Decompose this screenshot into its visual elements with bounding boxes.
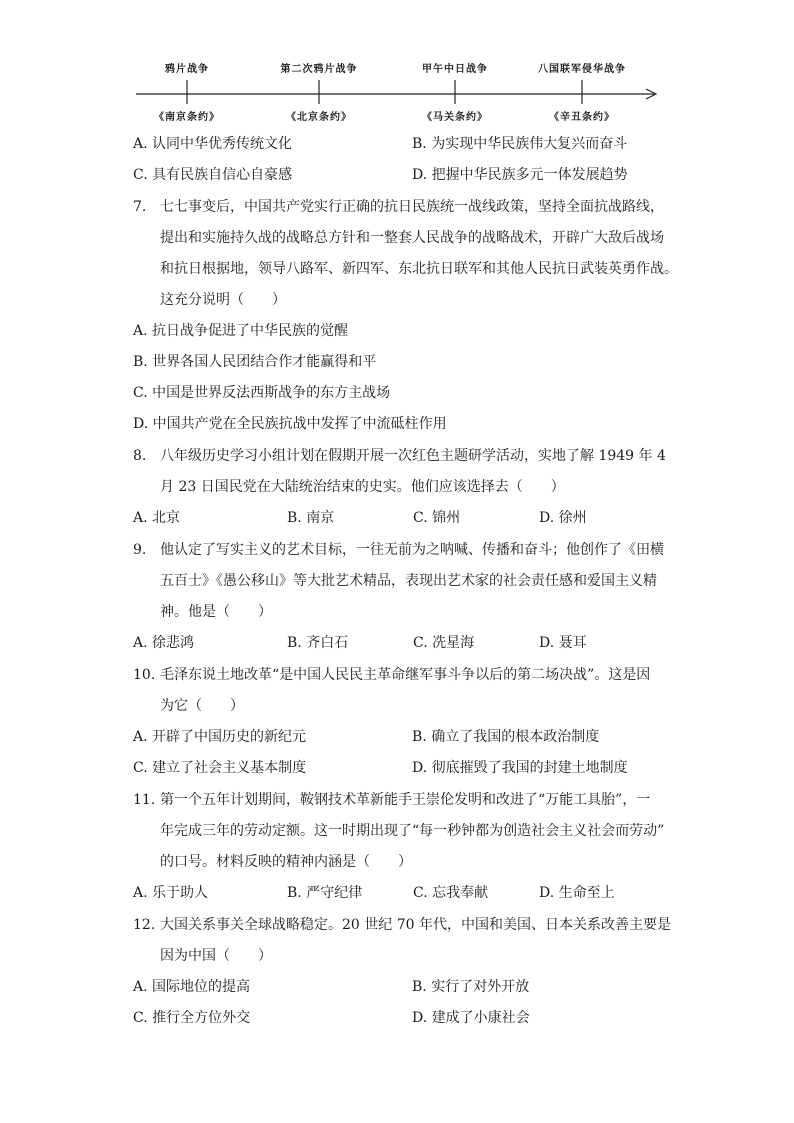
q10-option-b: B. 确立了我国的根本政治制度 <box>412 729 600 745</box>
q6-option-a: A. 认同中华优秀传统文化 <box>133 136 293 152</box>
q10-option-d: D. 彻底摧毁了我国的封建土地制度 <box>412 760 628 776</box>
q7-option-a: A. 抗日战争促进了中华民族的觉醒 <box>133 323 349 339</box>
q7-stem-line: 和抗日根据地，领导八路军、新四军、东北抗日联军和其他人民抗日武装英勇作战。 <box>160 261 678 277</box>
q9-option-a: A. 徐悲鸿 <box>133 635 195 651</box>
q9-stem-line: 五百士》《愚公移山》等大批艺术精品，表现出艺术家的社会责任感和爱国主义精 <box>160 573 657 589</box>
q8-option-a: A. 北京 <box>133 510 181 526</box>
q12-option-b: B. 实行了对外开放 <box>412 979 530 995</box>
q12-stem-line: 大国关系事关全球战略稳定。20 世纪 70 年代，中国和美国、日本关系改善主要是 <box>160 917 671 933</box>
q11-number: 11. <box>133 792 156 808</box>
q10-stem-line: 毛泽东说土地改革“是中国人民民主革命继军事斗争以后的第二场决战”。这是因 <box>160 667 651 683</box>
timeline-war-label: 第二次鸦片战争 <box>280 64 358 75</box>
q10-option-a: A. 开辟了中国历史的新纪元 <box>133 729 307 745</box>
q10-number: 10. <box>133 667 156 683</box>
q8-option-d: D. 徐州 <box>539 510 587 526</box>
q6-option-c: C. 具有民族自信心自豪感 <box>133 167 293 183</box>
q9-option-c: C. 冼星海 <box>413 635 475 651</box>
q8-option-b: B. 南京 <box>287 510 335 526</box>
q11-stem-line: 的口号。材料反映的精神内涵是（ ） <box>160 854 412 870</box>
q9-stem-line: 他认定了写实主义的艺术目标，一往无前为之呐喊、传播和奋斗；他创作了《田横 <box>160 542 664 558</box>
q11-option-b: B. 严守纪律 <box>287 885 363 901</box>
q11-option-a: A. 乐于助人 <box>133 885 209 901</box>
q9-option-b: B. 齐白石 <box>287 635 349 651</box>
q7-option-c: C. 中国是世界反法西斯战争的东方主战场 <box>133 385 391 401</box>
q11-option-d: D. 生命至上 <box>539 885 615 901</box>
q11-stem-line: 第一个五年计划期间，鞍钢技术革新能手王崇伦发明和改进了“万能工具胎”，一 <box>160 792 651 808</box>
q7-stem-line: 七七事变后，中国共产党实行正确的抗日民族统一战线政策，坚持全面抗战路线， <box>160 199 664 215</box>
q12-stem-line: 因为中国（ ） <box>160 948 272 964</box>
timeline-treaty-label: 《辛丑条约》 <box>549 112 615 123</box>
timeline-war-label: 甲午中日战争 <box>422 64 488 75</box>
q9-option-d: D. 聂耳 <box>539 635 587 651</box>
q9-number: 9. <box>133 542 147 558</box>
q8-number: 8. <box>133 448 147 464</box>
q7-stem-line: 这充分说明（ ） <box>160 292 286 308</box>
timeline-treaty-label: 《马关条约》 <box>422 112 488 123</box>
q11-option-c: C. 忘我奉献 <box>413 885 489 901</box>
q8-stem-line: 月 23 日国民党在大陆统治结束的史实。他们应该选择去（ ） <box>160 479 565 495</box>
q12-number: 12. <box>133 917 156 933</box>
timeline-figure <box>134 56 664 126</box>
q6-option-d: D. 把握中华民族多元一体发展趋势 <box>412 167 628 183</box>
q9-stem-line: 神。他是（ ） <box>160 604 272 620</box>
timeline-treaty-label: 《南京条约》 <box>154 112 220 123</box>
q7-number: 7. <box>133 199 147 215</box>
q6-option-b: B. 为实现中华民族伟大复兴而奋斗 <box>412 136 628 152</box>
q12-option-c: C. 推行全方位外交 <box>133 1010 251 1026</box>
q8-option-c: C. 锦州 <box>413 510 461 526</box>
timeline-war-label: 八国联军侵华战争 <box>538 64 626 75</box>
q11-stem-line: 年完成三年的劳动定额。这一时期出现了“每一秒钟都为创造社会主义社会而劳动” <box>160 823 665 839</box>
q7-option-d: D. 中国共产党在全民族抗战中发挥了中流砥柱作用 <box>133 416 447 432</box>
q7-stem-line: 提出和实施持久战的战略总方针和一整套人民战争的战略战术，开辟广大敌后战场 <box>160 230 664 246</box>
q10-stem-line: 为它（ ） <box>160 698 244 714</box>
timeline-war-label: 鸦片战争 <box>165 64 209 75</box>
q12-option-d: D. 建成了小康社会 <box>412 1010 530 1026</box>
q8-stem-line: 八年级历史学习小组计划在假期开展一次红色主题研学活动，实地了解 1949 年 4 <box>160 448 666 464</box>
timeline-treaty-label: 《北京条约》 <box>286 112 352 123</box>
q10-option-c: C. 建立了社会主义基本制度 <box>133 760 307 776</box>
q12-option-a: A. 国际地位的提高 <box>133 979 251 995</box>
q7-option-b: B. 世界各国人民团结合作才能赢得和平 <box>133 354 377 370</box>
